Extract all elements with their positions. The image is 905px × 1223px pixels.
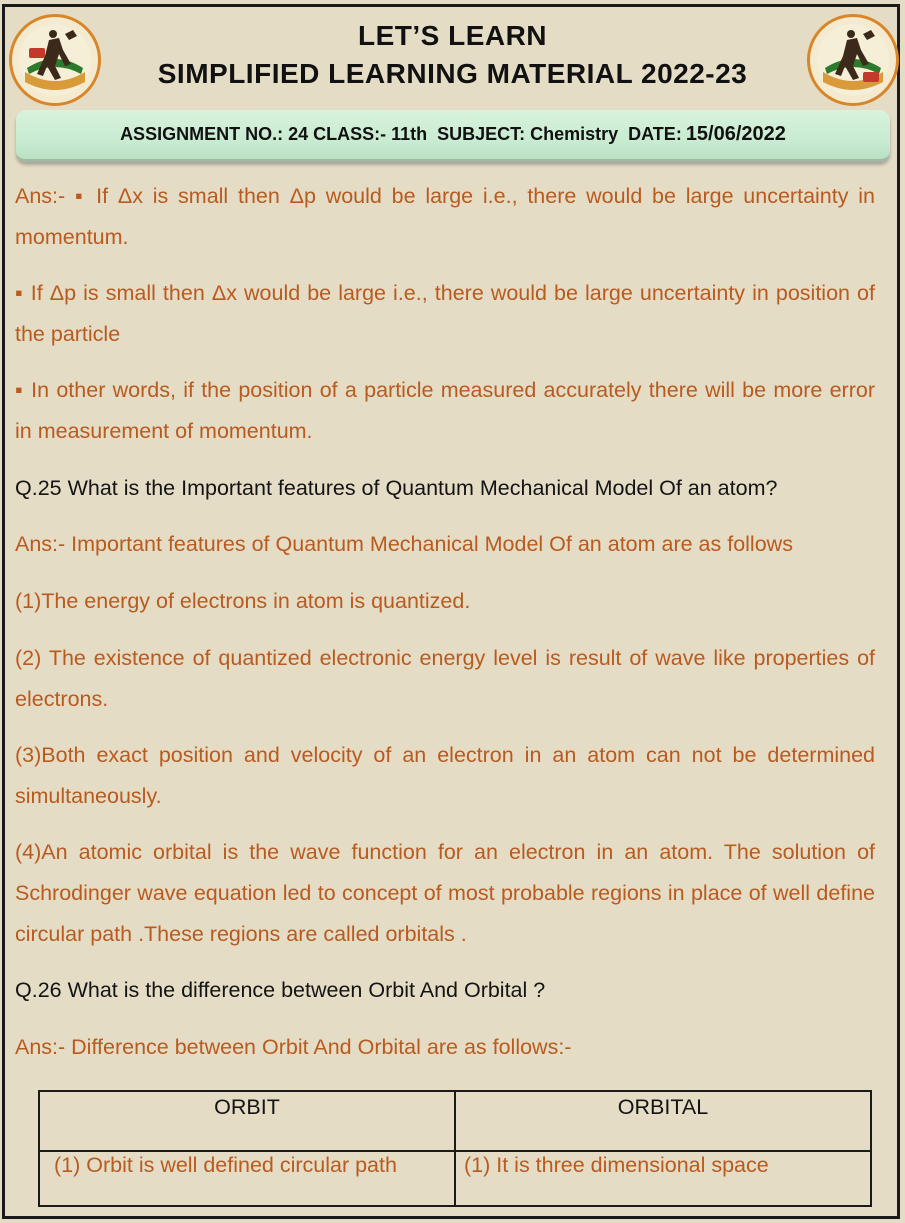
table-header-row <box>39 1091 871 1151</box>
comparison-table <box>38 1090 872 1207</box>
feature-3: (3)Both exact position and velocity of an electron in an atom can not be determined simultaneously. <box>15 743 875 808</box>
question-26: Q.26 What is the difference between Orbit And Orbital ? <box>15 978 546 1002</box>
answer-paragraph-3: ▪ In other words, if the position of a particle measured accurately there will be more error in measurement of momentum. <box>15 378 875 443</box>
answer-26-intro: Ans:- Difference between Orbit And Orbital are as follows:- <box>15 1035 572 1059</box>
table-cell-orbital: (1) It is three dimensional space <box>455 1151 871 1206</box>
table-header-orbit: ORBIT <box>39 1091 455 1151</box>
answer-25-intro: Ans:- Important features of Quantum Mechanical Model Of an atom are as follows <box>15 532 793 556</box>
table-cell-orbit: (1) Orbit is well defined circular path <box>39 1151 455 1206</box>
feature-2: (2) The existence of quantized electronic energy level is result of wave like properties of electrons. <box>15 646 875 711</box>
table-row <box>39 1151 871 1206</box>
assignment-banner <box>16 110 890 162</box>
question-25: Q.25 What is the Important features of Quantum Mechanical Model Of an atom? <box>15 476 778 500</box>
answer-paragraph-2: ▪ If Δp is small then Δx would be large i.e., there would be large uncertainty in position of the particle <box>15 281 875 346</box>
page-title-line2: SIMPLIFIED LEARNING MATERIAL 2022-23 <box>157 58 748 89</box>
page-title-line1: LET’S LEARN <box>357 20 548 51</box>
assignment-date: 15/06/2022 <box>685 123 786 145</box>
table-header-orbital: ORBITAL <box>455 1091 871 1151</box>
feature-1: (1)The energy of electrons in atom is quantized. <box>15 589 471 613</box>
assignment-info: ASSIGNMENT NO.: 24 CLASS:- 11th SUBJECT: Chemistry DATE: <box>120 124 682 144</box>
feature-4: (4)An atomic orbital is the wave function for an electron in an atom. The solution of Schrodinger wave equation led to concept of most probable regions in place of well define circular path .These regions are called orbitals . <box>15 840 875 946</box>
answer-paragraph-1: Ans:- ▪ If Δx is small then Δp would be large i.e., there would be large uncertainty in momentum. <box>15 184 875 249</box>
